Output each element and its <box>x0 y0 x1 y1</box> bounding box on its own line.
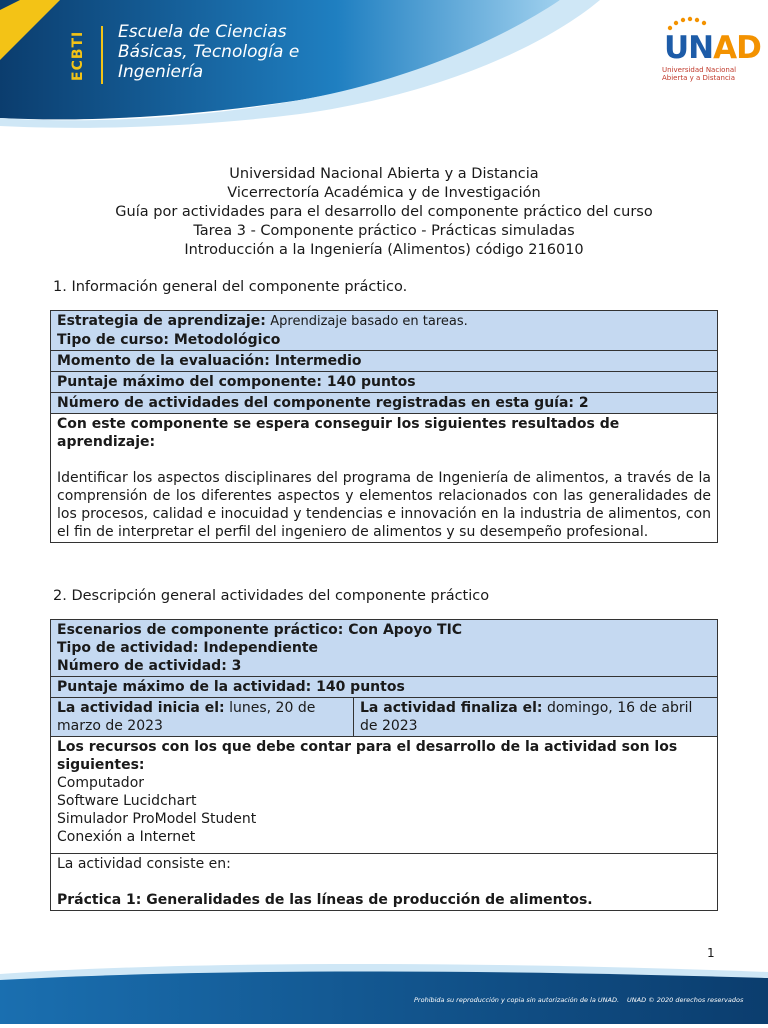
footer-note-right: UNAD © 2020 derechos reservados <box>627 996 744 1004</box>
table-row <box>51 372 718 393</box>
title-line: Universidad Nacional Abierta y a Distancia <box>229 166 539 182</box>
table-cell <box>51 414 718 543</box>
table-cell <box>51 372 718 393</box>
unad-logo-word <box>664 30 761 66</box>
school-name <box>118 22 299 82</box>
strategy-label: Estrategia de aprendizaje: <box>57 313 266 329</box>
start-label: La actividad inicia el: <box>57 700 225 716</box>
document-title <box>0 165 768 260</box>
table-cell <box>51 737 718 854</box>
section2-heading: 2. Descripción general actividades del componente práctico <box>53 588 490 604</box>
end-label: La actividad finaliza el: <box>360 700 543 716</box>
table-cell <box>51 854 718 911</box>
table-row <box>51 311 718 351</box>
course-type: Tipo de curso: Metodológico <box>57 332 281 348</box>
table-row <box>51 620 718 677</box>
unad-sub-line: Abierta y a Distancia <box>662 74 736 82</box>
activities-count: Número de actividades del componente registradas en esta guía: 2 <box>57 395 589 411</box>
page-number: 1 <box>707 946 715 960</box>
resources-heading: Los recursos con los que debe contar para el desarrollo de la actividad son los siguientes: <box>57 739 678 773</box>
evaluation-moment: Momento de la evaluación: Intermedio <box>57 353 362 369</box>
scenarios: Escenarios de componente práctico: Con Apoyo TIC <box>57 622 463 638</box>
section1-heading: 1. Información general del componente práctico. <box>53 279 408 295</box>
practice-title: Práctica 1: Generalidades de las líneas de producción de alimentos. <box>57 892 593 908</box>
table-row <box>51 351 718 372</box>
strategy-value: Aprendizaje basado en tareas. <box>270 314 468 329</box>
results-heading: Con este componente se espera conseguir los siguientes resultados de aprendizaje: <box>57 416 620 450</box>
table-cell <box>51 620 718 677</box>
resource-item: Computador <box>57 775 145 791</box>
table-cell <box>51 311 718 351</box>
activity-type: Tipo de actividad: Independiente <box>57 640 319 656</box>
unad-logo-end: AD <box>713 30 761 66</box>
table-cell <box>51 677 718 698</box>
school-line: Escuela de Ciencias <box>118 22 287 42</box>
footer-note-left: Prohibida su reproducción y copia sin autorización de la UNAD. <box>414 996 620 1004</box>
unad-logo-start: UN <box>664 30 714 66</box>
activity-score: Puntaje máximo de la actividad: 140 puntos <box>57 679 405 695</box>
table-cell <box>51 698 354 737</box>
max-score: Puntaje máximo del componente: 140 puntos <box>57 374 416 390</box>
table-row <box>51 393 718 414</box>
footer-note <box>414 992 750 1008</box>
unad-logo-subtitle <box>662 66 752 82</box>
activities-table <box>50 619 718 911</box>
table-cell <box>354 698 718 737</box>
table-row <box>51 414 718 543</box>
title-line: Vicerrectoría Académica y de Investigación <box>227 185 541 201</box>
activity-number: Número de actividad: 3 <box>57 658 242 674</box>
general-info-table <box>50 310 718 543</box>
resource-item: Conexión a Internet <box>57 829 196 845</box>
table-cell <box>51 351 718 372</box>
school-line: Básicas, Tecnología e <box>118 42 300 62</box>
resource-item: Software Lucidchart <box>57 793 197 809</box>
ecbti-divider <box>101 26 103 84</box>
resource-item: Simulador ProModel Student <box>57 811 257 827</box>
table-row <box>51 854 718 911</box>
table-row <box>51 698 718 737</box>
header-waves <box>0 0 768 140</box>
results-text: Identificar los aspectos disciplinares del programa de Ingeniería de alimentos, a través de la comprensión de los diferentes aspectos y elementos relacionados con las generalidades de los procesos, calidad e inocuidad y tendencias e innovación en la industria de alimentos, con el fin de interpretar el perfil del ingeniero de alimentos y su desempeño profesional. <box>57 470 711 540</box>
title-line: Introducción a la Ingeniería (Alimentos) código 216010 <box>184 242 584 258</box>
title-line: Tarea 3 - Componente práctico - Prácticas simuladas <box>193 223 575 239</box>
table-row <box>51 677 718 698</box>
ecbti-label: ECBTI <box>70 30 86 82</box>
title-line: Guía por actividades para el desarrollo del componente práctico del curso <box>115 204 653 220</box>
school-line: Ingeniería <box>118 62 204 82</box>
start-value: lunes, 20 de marzo de 2023 <box>57 700 316 734</box>
end-value: domingo, 16 de abril de 2023 <box>360 700 693 734</box>
header-banner <box>0 0 768 140</box>
unad-sub-line: Universidad Nacional <box>662 66 737 74</box>
table-cell <box>51 393 718 414</box>
consists-label: La actividad consiste en: <box>57 856 231 872</box>
table-row <box>51 737 718 854</box>
